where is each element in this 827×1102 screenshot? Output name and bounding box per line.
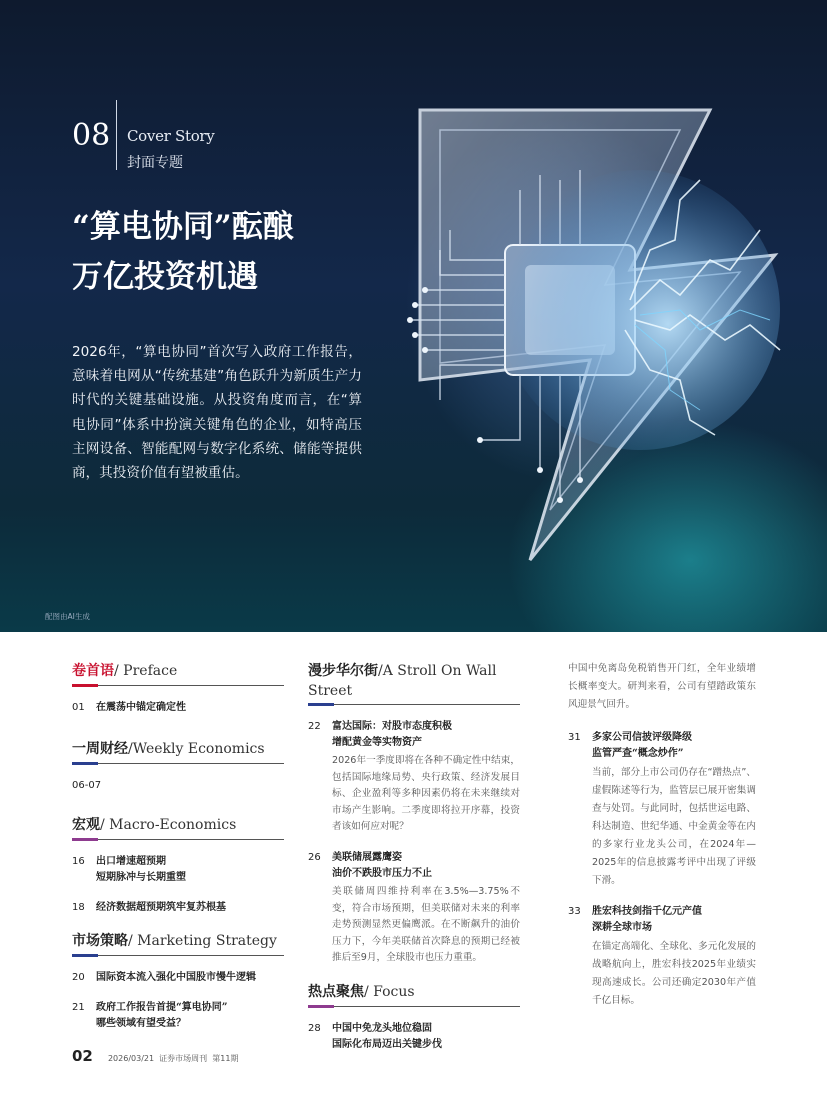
section-cn: 热点聚焦 [308, 983, 364, 1000]
section-cn: 市场策略 [72, 933, 128, 949]
entry-title: 政府工作报告首提“算电协同” [96, 1002, 228, 1013]
section-en: Marketing Strategy [137, 933, 277, 949]
section-en: Preface [123, 663, 178, 679]
chip-lightning-illustration [380, 80, 800, 600]
entry-subtitle: 监管严查“概念炒作” [592, 748, 684, 759]
section-cn: 漫步华尔街 [308, 663, 378, 679]
publication-name: 证券市场周刊 [159, 1054, 208, 1063]
contents-column-3 [568, 660, 756, 1024]
entry-title: 中国中免龙头地位稳固 [332, 1022, 432, 1034]
entry-subtitle: 油价不跌股市压力不止 [332, 867, 432, 879]
page-number: 20 [72, 972, 85, 983]
page-number: 21 [72, 1002, 85, 1013]
entry-title: 多家公司信披评级降级 [592, 732, 692, 743]
image-credit: 配图由AI生成 [45, 612, 90, 621]
toc-entry[interactable] [308, 719, 520, 836]
section-header-wallstreet: 漫步华尔街/A Stroll On Wall Street [308, 660, 520, 705]
section-en: Focus [373, 983, 415, 1000]
entry-title: 富达国际：对股市态度积极 [332, 721, 452, 732]
page-footer [72, 1046, 238, 1065]
page-number: 26 [308, 851, 321, 863]
entry-subtitle: 增配黄金等实物资产 [332, 737, 422, 748]
section-header-marketing: 市场策略/ Marketing Strategy [72, 930, 284, 956]
page-number: 01 [72, 702, 85, 713]
issue-date: 2026/03/21 [107, 1054, 155, 1063]
section-en: Macro-Economics [109, 817, 237, 833]
headline-line-2: 万亿投资机遇 [72, 259, 258, 295]
toc-entry[interactable] [72, 700, 284, 716]
entry-subtitle: 深耕全球市场 [592, 922, 652, 933]
entry-subtitle: 哪些领域有望受益？ [96, 1018, 186, 1029]
entry-title: 出口增速超预期 [96, 856, 166, 867]
section-en: Weekly Economics [132, 741, 265, 757]
toc-entry[interactable] [72, 1000, 284, 1032]
entry-summary: 2026年一季度即将在各种不确定性中结束，包括国际地缘局势、央行政策、经济发展目标、企业盈利等多种因素仍将在未来继续对市场产生影响。二季度即将拉开序幕，投资者该如何应对呢？ [332, 755, 520, 833]
entry-subtitle: 国际化布局迈出关键步伐 [332, 1038, 442, 1050]
continued-summary: 中国中免离岛免税销售开门红，全年业绩增长概率变大。研判来看，公司有望踏政策东风迎景气回升。 [568, 663, 756, 710]
section-cn: 宏观 [72, 817, 100, 833]
section-header-preface: 卷首语/ Preface [72, 660, 284, 686]
page-number: 33 [568, 906, 581, 917]
entry-summary: 在锚定高端化、全球化、多元化发展的战略航向上，胜宏科技2025年业绩实现高速成长。公司还确定2030年产值千亿目标。 [592, 941, 756, 1006]
page-number: 28 [308, 1022, 321, 1034]
toc-entry[interactable] [568, 730, 756, 890]
section-divider [116, 100, 117, 170]
toc-entry[interactable] [72, 778, 284, 794]
toc-entry[interactable] [568, 904, 756, 1010]
toc-entry[interactable] [72, 970, 284, 986]
toc-entry[interactable] [308, 850, 520, 967]
entry-summary: 美联储周四维持利率在3.5%—3.75%不变，符合市场预期，但美联储对未来的利率走势预测显然更偏鹰派。在不断飙升的油价压力下，今年美联储首次降息的预期已经被推后至9月，全球股市也压力重重。 [332, 885, 520, 964]
entry-summary: 当前，部分上市公司仍存在“蹭热点”、虚假陈述等行为，监管层已展开密集调查与处罚。与此同时，包括世运电路、科达制造、世纪华通、中金黄金等在内的多家行业龙头公司，在2024年—2025年的信息披露考评中出现了评级下滑。 [592, 767, 756, 886]
section-cn: 一周财经 [72, 741, 128, 757]
issue-number: 第11期 [212, 1054, 239, 1063]
entry-title: 在震荡中锚定确定性 [96, 702, 186, 713]
headline-line-1: “算电协同”酝酿 [72, 209, 294, 245]
entry-subtitle: 短期脉冲与长期重塑 [96, 872, 186, 883]
cover-lede: 2026年，“算电协同”首次写入政府工作报告，意味着电网从“传统基建”角色跃升为新质生产力时代的关键基础设施。从投资角度而言，在“算电协同”体系中扮演关键角色的企业，如特高压主网设备、智能配网与数字化系统、储能等提供商，其投资价值有望被重估。 [72, 344, 362, 482]
section-title-en: Cover Story [127, 127, 215, 145]
cover-headline [72, 202, 372, 302]
page-number: 16 [72, 856, 85, 867]
entry-title: 经济数据超预期筑牢复苏根基 [96, 902, 226, 913]
entry-title: 国际资本流入强化中国股市慢牛逻辑 [96, 972, 256, 983]
section-header-weekly: 一周财经/Weekly Economics [72, 738, 284, 764]
page-number-footer: 02 [72, 1047, 93, 1065]
contents-column-2 [308, 660, 520, 1067]
toc-entry[interactable] [308, 1021, 520, 1053]
page-number: 22 [308, 721, 321, 732]
toc-entry[interactable] [72, 854, 284, 886]
section-en: A Stroll On Wall Street [308, 663, 497, 699]
page-number: 31 [568, 732, 581, 743]
entry-title: 美联储展露鹰姿 [332, 851, 402, 863]
contents-column-1 [72, 660, 284, 1046]
section-title-cn: 封面专题 [127, 155, 183, 171]
page-number: 18 [72, 902, 85, 913]
entry-title: 胜宏科技剑指千亿元产值 [592, 906, 702, 917]
toc-entry[interactable] [72, 900, 284, 916]
section-number: 08 [72, 118, 111, 153]
section-header-focus: 热点聚焦/ Focus [308, 981, 520, 1007]
page-number: 06-07 [72, 780, 102, 791]
section-cn: 卷首语 [72, 663, 114, 679]
section-header-macro: 宏观/ Macro-Economics [72, 814, 284, 840]
